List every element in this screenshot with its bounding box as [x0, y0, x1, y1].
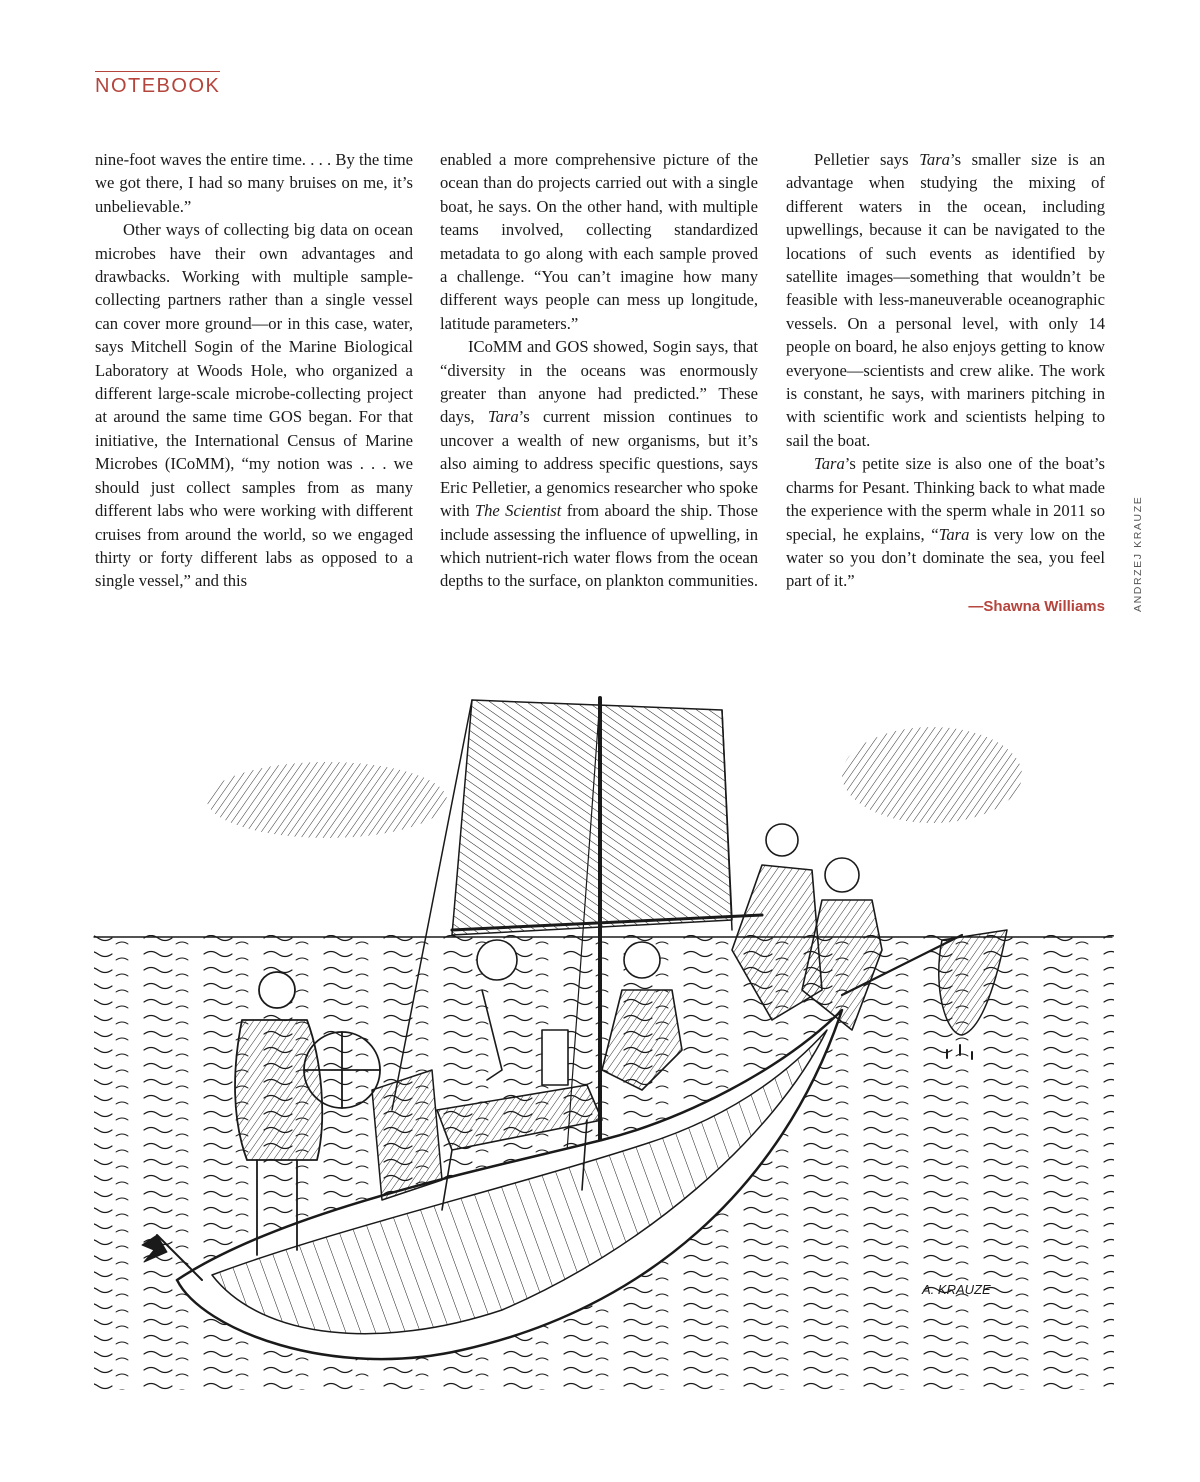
paragraph: Other ways of collecting big data on ocean microbes have their own advantages and drawbacks. Working with multiple sample-collecting partners rather than a single vessel can cover more ground—or in this case, water, says Mitchell Sogin of the Marine Biological Laboratory at Woods Hole, who organized a different large-scale microbe-collecting project at around the same time GOS began. For that initiative, the International Census of Marine Microbes (ICoMM), “my notion was . . . we should just collect samples from as many different labs who were working with different cruises from around the world, so we engaged thirty or forty different labs as opposed to a single vessel,” and this — [95, 220, 413, 591]
italic-ship-name: Tara — [938, 524, 970, 544]
text-run: ’s smaller size is an advantage when studying the mixing of different waters in the ocean, including upwellings, because it can be navigated to the locations of such events as identified by satellite images—something that wouldn’t be feasible with less-maneuverable oceanographic vessels. On a personal level, with only 14 people on board, he also enjoys getting to know everyone—scientists and crew alike. The work is constant, he says, with mariners pitching in with scientific work and scientists helping to sail the boat. — [786, 150, 1106, 450]
sail — [452, 700, 732, 935]
italic-magazine-name: The Scientist — [474, 501, 562, 521]
paragraph — [440, 335, 758, 592]
italic-ship-name: Tara — [814, 454, 845, 474]
text-run: ICoMM and GOS showed, Sogin says, that “diversity in the oceans was enormously greater than anyone had predicted.” These days, — [440, 337, 758, 427]
section-label: NOTEBOOK — [95, 75, 221, 97]
text-run: ’s petite size is also one of the boat’s charms for Pesant. Thinking back to what made the experience with the sperm whale in 2011 so special, he explains, “ — [786, 454, 1105, 544]
article-column-2 — [440, 148, 758, 593]
cloud-left — [207, 762, 447, 838]
boat-bulwark — [372, 1070, 442, 1200]
paragraph: enabled a more comprehensive picture of the ocean than do projects carried out with a single boat, he says. On the other hand, with multiple teams involved, collecting standardized metadata to go along with each sample proved a challenge. “You can’t imagine how many different ways people can mess up longitude, latitude parameters.” — [440, 150, 758, 333]
paragraph: nine-foot waves the entire time. . . . By the time we got there, I had so many bruises on me, it’s unbelievable.” — [95, 150, 413, 216]
italic-ship-name: Tara — [487, 407, 519, 427]
paragraph — [786, 148, 1105, 452]
text-run: from aboard the ship. Those include assessing the influence of upwelling, in which nutrient-rich water flows from the ocean depths to the surface, on plankton communities. — [440, 501, 759, 591]
text-run: ’s current mission continues to uncover a wealth of new organisms, but it’s also aiming to address specific questions, says Eric Pelletier, a genomics researcher who spoke with — [440, 407, 758, 521]
illustration-credit: ANDRZEJ KRAUZE — [1132, 495, 1144, 612]
article-column-1 — [95, 148, 413, 593]
paragraph — [786, 452, 1105, 592]
sailboat-illustration — [82, 690, 1122, 1400]
article-column-3 — [786, 148, 1105, 618]
section-rule — [95, 71, 220, 72]
cloud-right — [842, 727, 1022, 823]
text-run: Pelletier says — [814, 150, 920, 169]
artist-signature: A. KRAUZE — [922, 1282, 991, 1297]
italic-ship-name: Tara — [919, 150, 950, 169]
text-run: is very low on the water so you don’t dominate the sea, you feel part of it.” — [786, 524, 1105, 591]
byline: —Shawna Williams — [968, 597, 1105, 615]
